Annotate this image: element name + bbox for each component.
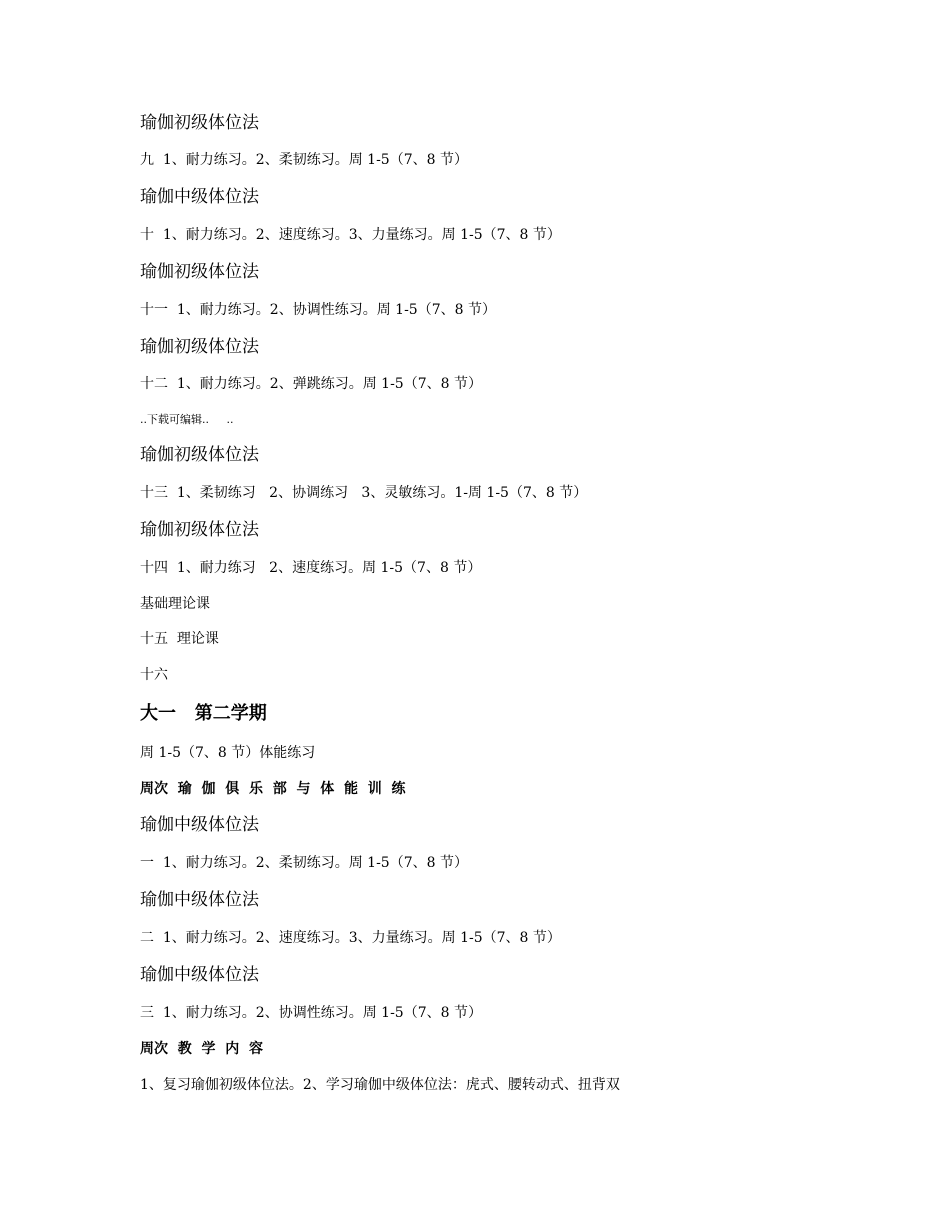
course-topic: 瑜伽中级体位法: [140, 890, 259, 910]
content-paragraph: 1、复习瑜伽初级体位法。2、学习瑜伽中级体位法：虎式、腰转动式、扭背双: [140, 1077, 620, 1093]
section-title: 大一 第二学期: [140, 703, 267, 724]
course-topic: 基础理论课: [140, 596, 210, 612]
table-header: 周次 瑜 伽 俱 乐 部 与 体 能 训 练: [140, 781, 406, 797]
week-row: 十五 理论课: [140, 631, 219, 647]
week-row: 十二 1、耐力练习。2、弹跳练习。周 1-5（7、8 节）: [140, 376, 482, 392]
course-topic: 瑜伽初级体位法: [140, 262, 259, 282]
week-row: 二 1、耐力练习。2、速度练习。3、力量练习。周 1-5（7、8 节）: [140, 930, 561, 946]
course-topic: 瑜伽初级体位法: [140, 337, 259, 357]
week-row: 三 1、耐力练习。2、协调性练习。周 1-5（7、8 节）: [140, 1005, 482, 1021]
schedule-note: 周 1-5（7、8 节）体能练习: [140, 745, 316, 761]
course-topic: 瑜伽初级体位法: [140, 445, 259, 465]
week-row: 九 1、耐力练习。2、柔韧练习。周 1-5（7、8 节）: [140, 152, 468, 168]
course-topic: 瑜伽中级体位法: [140, 965, 259, 985]
week-row: 十四 1、耐力练习 2、速度练习。周 1-5（7、8 节）: [140, 560, 482, 576]
page-break-note: ..下载可编辑.. ..: [140, 413, 234, 426]
course-topic: 瑜伽中级体位法: [140, 815, 259, 835]
week-row: 十三 1、柔韧练习 2、协调练习 3、灵敏练习。1-周 1-5（7、8 节）: [140, 485, 588, 501]
course-topic: 瑜伽初级体位法: [140, 520, 259, 540]
table-header: 周次 教 学 内 容: [140, 1041, 263, 1057]
course-topic: 瑜伽初级体位法: [140, 113, 259, 133]
course-topic: 瑜伽中级体位法: [140, 187, 259, 207]
week-row: 十六: [140, 667, 168, 683]
week-row: 十 1、耐力练习。2、速度练习。3、力量练习。周 1-5（7、8 节）: [140, 227, 561, 243]
week-row: 十一 1、耐力练习。2、协调性练习。周 1-5（7、8 节）: [140, 302, 496, 318]
week-row: 一 1、耐力练习。2、柔韧练习。周 1-5（7、8 节）: [140, 855, 468, 871]
